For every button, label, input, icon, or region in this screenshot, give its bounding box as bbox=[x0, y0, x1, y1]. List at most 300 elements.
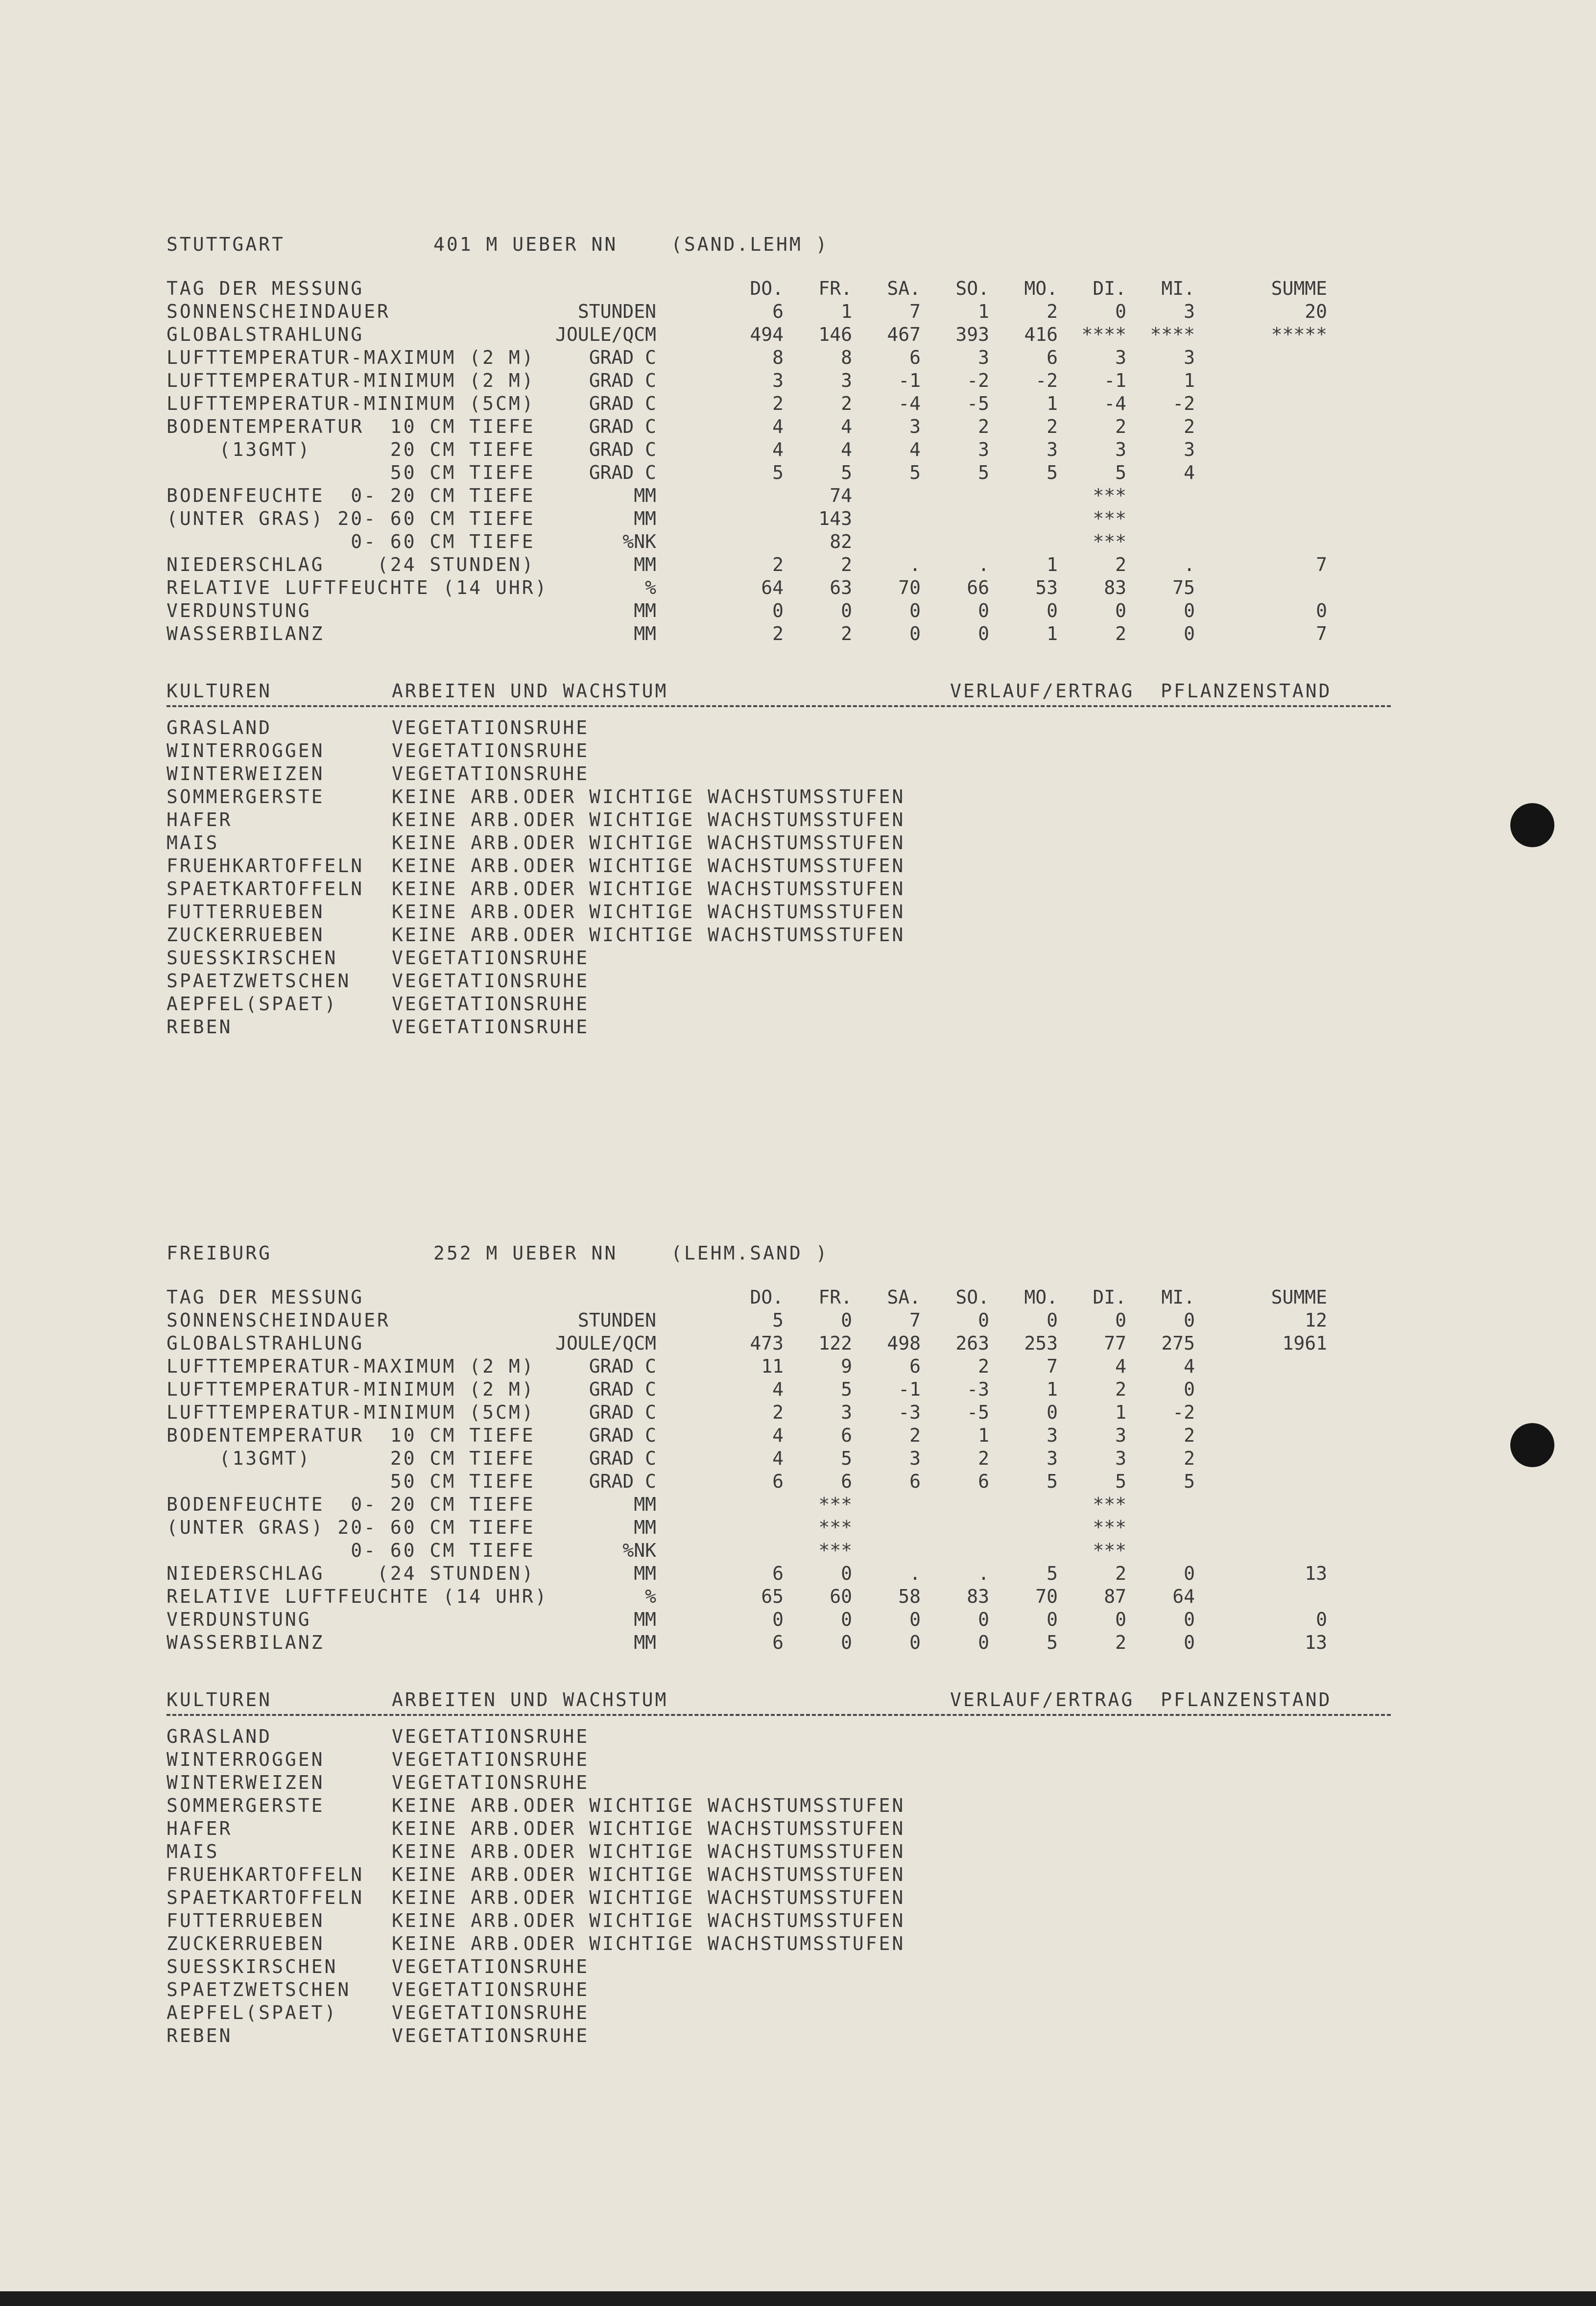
day-header: MI. bbox=[1161, 1286, 1195, 1308]
row-unit: GRAD C bbox=[589, 1471, 656, 1492]
day-header: MO. bbox=[1024, 278, 1058, 299]
measurement-day-label: TAG DER MESSUNG bbox=[167, 278, 364, 299]
table-cell: 5 bbox=[1184, 1471, 1195, 1492]
table-cell: -1 bbox=[1104, 370, 1126, 391]
table-cell: 4 bbox=[772, 1425, 784, 1446]
row-unit: GRAD C bbox=[589, 416, 656, 437]
culture-status: KEINE ARB.ODER WICHTIGE WACHSTUMSSTUFEN bbox=[392, 878, 905, 900]
culture-name: HAFER bbox=[167, 809, 233, 831]
table-cell: 2 bbox=[978, 1448, 989, 1469]
table-cell: 5 bbox=[909, 462, 921, 483]
row-unit: MM bbox=[634, 1632, 656, 1653]
row-label: 0- 60 CM TIEFE bbox=[167, 1540, 535, 1561]
table-cell: 2 bbox=[1115, 1379, 1126, 1400]
table-cell: 82 bbox=[830, 531, 852, 552]
table-cell: 0 bbox=[841, 1309, 852, 1331]
table-cell: 0 bbox=[841, 1563, 852, 1584]
table-cell: 0 bbox=[1184, 600, 1195, 621]
table-cell: -4 bbox=[1104, 393, 1126, 414]
row-label: (UNTER GRAS) 20- 60 CM TIEFE bbox=[167, 1517, 535, 1538]
day-header: DI. bbox=[1093, 1286, 1126, 1308]
table-cell: 3 bbox=[1184, 439, 1195, 460]
row-sum: 7 bbox=[1316, 554, 1327, 575]
culture-name: SPAETKARTOFFELN bbox=[167, 878, 364, 900]
table-cell: 498 bbox=[887, 1332, 921, 1354]
table-cell: 1 bbox=[1184, 370, 1195, 391]
table-cell: **** bbox=[1081, 324, 1126, 345]
day-header: DO. bbox=[750, 278, 784, 299]
table-cell: 6 bbox=[909, 1355, 921, 1377]
punch-hole-lower bbox=[1510, 1423, 1554, 1467]
table-cell: 6 bbox=[841, 1425, 852, 1446]
table-cell: 4 bbox=[772, 1448, 784, 1469]
row-sum: 7 bbox=[1316, 623, 1327, 644]
station-elevation: 401 M UEBER NN bbox=[433, 234, 618, 255]
table-cell: 60 bbox=[830, 1586, 852, 1607]
table-cell: 1 bbox=[1047, 1379, 1058, 1400]
table-cell: 275 bbox=[1161, 1332, 1195, 1354]
table-cell: 83 bbox=[967, 1586, 989, 1607]
table-cell: 0 bbox=[1184, 1563, 1195, 1584]
culture-name: WINTERROGGEN bbox=[167, 1749, 325, 1770]
table-cell: -5 bbox=[967, 1402, 989, 1423]
table-cell: 8 bbox=[772, 347, 784, 368]
table-cell: 0 bbox=[1047, 1309, 1058, 1331]
row-label: 0- 60 CM TIEFE bbox=[167, 531, 535, 552]
table-cell: -3 bbox=[967, 1379, 989, 1400]
table-cell: 6 bbox=[909, 347, 921, 368]
table-cell: 2 bbox=[1047, 301, 1058, 322]
table-cell: 2 bbox=[772, 623, 784, 644]
table-cell: *** bbox=[1093, 1494, 1126, 1515]
table-cell: 5 bbox=[1047, 1563, 1058, 1584]
table-cell: -4 bbox=[898, 393, 921, 414]
table-cell: 0 bbox=[1047, 1402, 1058, 1423]
table-cell: 3 bbox=[772, 370, 784, 391]
table-cell: 53 bbox=[1035, 577, 1058, 598]
table-cell: 6 bbox=[909, 1471, 921, 1492]
row-label: LUFTTEMPERATUR-MAXIMUM (2 M) bbox=[167, 347, 535, 368]
table-cell: 6 bbox=[978, 1471, 989, 1492]
row-unit: MM bbox=[634, 1563, 656, 1584]
row-label: RELATIVE LUFTFEUCHTE (14 UHR) bbox=[167, 1586, 548, 1607]
row-label: BODENTEMPERATUR 10 CM TIEFE bbox=[167, 416, 535, 437]
table-cell: 0 bbox=[1184, 1309, 1195, 1331]
table-cell: 75 bbox=[1172, 577, 1195, 598]
row-unit: GRAD C bbox=[589, 462, 656, 483]
sum-header: SUMME bbox=[1271, 1286, 1327, 1308]
table-cell: 6 bbox=[772, 1471, 784, 1492]
table-cell: 3 bbox=[841, 1402, 852, 1423]
table-cell: *** bbox=[1093, 1540, 1126, 1561]
row-unit: GRAD C bbox=[589, 439, 656, 460]
table-cell: 0 bbox=[1184, 623, 1195, 644]
table-cell: 0 bbox=[841, 1632, 852, 1653]
row-unit: JOULE/QCM bbox=[555, 324, 656, 345]
row-label: SONNENSCHEINDAUER bbox=[167, 301, 390, 322]
station-soil: (SAND.LEHM ) bbox=[671, 234, 829, 255]
table-cell: 4 bbox=[841, 439, 852, 460]
table-cell: 83 bbox=[1104, 577, 1126, 598]
culture-status: KEINE ARB.ODER WICHTIGE WACHSTUMSSTUFEN bbox=[392, 1910, 905, 1931]
table-cell: 2 bbox=[1184, 1425, 1195, 1446]
table-cell: 6 bbox=[841, 1471, 852, 1492]
station-soil: (LEHM.SAND ) bbox=[671, 1242, 829, 1264]
table-cell: 0 bbox=[909, 623, 921, 644]
table-cell: 467 bbox=[887, 324, 921, 345]
culture-status: KEINE ARB.ODER WICHTIGE WACHSTUMSSTUFEN bbox=[392, 832, 905, 854]
table-cell: 4 bbox=[841, 416, 852, 437]
culture-name: SUESSKIRSCHEN bbox=[167, 1956, 338, 1977]
cultures-header-kulturen: KULTUREN bbox=[167, 1689, 272, 1711]
row-sum: 13 bbox=[1305, 1632, 1327, 1653]
table-cell: **** bbox=[1150, 324, 1195, 345]
culture-name: WINTERROGGEN bbox=[167, 740, 325, 761]
table-cell: 0 bbox=[1047, 1609, 1058, 1630]
table-cell: 64 bbox=[1172, 1586, 1195, 1607]
table-cell: 0 bbox=[1184, 1379, 1195, 1400]
culture-name: SUESSKIRSCHEN bbox=[167, 947, 338, 969]
row-sum: 12 bbox=[1305, 1309, 1327, 1331]
table-cell: 473 bbox=[750, 1332, 784, 1354]
row-sum: 0 bbox=[1316, 600, 1327, 621]
table-cell: . bbox=[909, 554, 921, 575]
day-header: DI. bbox=[1093, 278, 1126, 299]
day-header: SA. bbox=[887, 1286, 921, 1308]
table-cell: *** bbox=[818, 1494, 852, 1515]
table-cell: 0 bbox=[1047, 600, 1058, 621]
row-unit: MM bbox=[634, 508, 656, 529]
punch-hole-upper bbox=[1510, 803, 1554, 847]
table-cell: 3 bbox=[909, 416, 921, 437]
culture-status: VEGETATIONSRUHE bbox=[392, 740, 590, 761]
table-cell: -2 bbox=[1172, 393, 1195, 414]
table-cell: -1 bbox=[898, 1379, 921, 1400]
culture-status: KEINE ARB.ODER WICHTIGE WACHSTUMSSTUFEN bbox=[392, 1841, 905, 1862]
table-cell: *** bbox=[1093, 508, 1126, 529]
day-header: FR. bbox=[818, 1286, 852, 1308]
culture-status: VEGETATIONSRUHE bbox=[392, 1772, 590, 1793]
day-header: DO. bbox=[750, 1286, 784, 1308]
table-cell: 5 bbox=[772, 462, 784, 483]
table-cell: 2 bbox=[978, 1355, 989, 1377]
culture-name: REBEN bbox=[167, 1016, 233, 1038]
table-cell: 0 bbox=[841, 1609, 852, 1630]
table-cell: 70 bbox=[1035, 1586, 1058, 1607]
table-cell: 2 bbox=[1184, 1448, 1195, 1469]
table-cell: 11 bbox=[761, 1355, 784, 1377]
table-cell: . bbox=[978, 1563, 989, 1584]
culture-name: ZUCKERRUEBEN bbox=[167, 924, 325, 946]
row-unit: GRAD C bbox=[589, 1402, 656, 1423]
culture-status: VEGETATIONSRUHE bbox=[392, 993, 590, 1015]
day-header: SA. bbox=[887, 278, 921, 299]
culture-name: GRASLAND bbox=[167, 1726, 272, 1747]
culture-name: SOMMERGERSTE bbox=[167, 786, 325, 808]
row-label: (13GMT) 20 CM TIEFE bbox=[167, 439, 535, 460]
culture-name: HAFER bbox=[167, 1818, 233, 1839]
row-label: VERDUNSTUNG bbox=[167, 600, 311, 621]
culture-name: WINTERWEIZEN bbox=[167, 1772, 325, 1793]
table-cell: 3 bbox=[1047, 1448, 1058, 1469]
table-cell: -1 bbox=[898, 370, 921, 391]
row-label: LUFTTEMPERATUR-MINIMUM (2 M) bbox=[167, 1379, 535, 1400]
table-cell: 2 bbox=[978, 416, 989, 437]
culture-name: REBEN bbox=[167, 2025, 233, 2046]
table-cell: 6 bbox=[772, 1632, 784, 1653]
table-cell: 64 bbox=[761, 577, 784, 598]
table-cell: 4 bbox=[909, 439, 921, 460]
table-cell: 0 bbox=[978, 600, 989, 621]
row-sum: ***** bbox=[1271, 324, 1327, 345]
table-cell: 393 bbox=[955, 324, 989, 345]
table-cell: 0 bbox=[978, 1632, 989, 1653]
culture-status: VEGETATIONSRUHE bbox=[392, 1016, 590, 1038]
table-cell: 7 bbox=[1047, 1355, 1058, 1377]
row-label: 50 CM TIEFE bbox=[167, 462, 535, 483]
culture-name: FUTTERRUEBEN bbox=[167, 1910, 325, 1931]
table-cell: 4 bbox=[772, 416, 784, 437]
culture-status: VEGETATIONSRUHE bbox=[392, 970, 590, 992]
table-cell: 0 bbox=[909, 1632, 921, 1653]
table-cell: 58 bbox=[898, 1586, 921, 1607]
table-cell: 3 bbox=[978, 439, 989, 460]
culture-status: KEINE ARB.ODER WICHTIGE WACHSTUMSSTUFEN bbox=[392, 901, 905, 923]
row-unit: GRAD C bbox=[589, 1425, 656, 1446]
culture-status: KEINE ARB.ODER WICHTIGE WACHSTUMSSTUFEN bbox=[392, 1795, 905, 1816]
culture-name: MAIS bbox=[167, 832, 219, 854]
table-cell: 0 bbox=[841, 600, 852, 621]
table-cell: 6 bbox=[772, 301, 784, 322]
culture-status: VEGETATIONSRUHE bbox=[392, 2002, 590, 2023]
table-cell: 0 bbox=[909, 600, 921, 621]
table-cell: . bbox=[909, 1563, 921, 1584]
table-cell: 143 bbox=[818, 508, 852, 529]
culture-name: GRASLAND bbox=[167, 717, 272, 738]
culture-status: VEGETATIONSRUHE bbox=[392, 1726, 590, 1747]
table-cell: 2 bbox=[1115, 416, 1126, 437]
table-cell: -2 bbox=[967, 370, 989, 391]
dashed-separator bbox=[167, 705, 1391, 707]
culture-name: SPAETZWETSCHEN bbox=[167, 1979, 351, 2000]
table-cell: 494 bbox=[750, 324, 784, 345]
row-unit: % bbox=[645, 577, 656, 598]
row-label: LUFTTEMPERATUR-MINIMUM (5CM) bbox=[167, 1402, 535, 1423]
table-cell: 3 bbox=[1115, 347, 1126, 368]
culture-status: KEINE ARB.ODER WICHTIGE WACHSTUMSSTUFEN bbox=[392, 924, 905, 946]
table-cell: 87 bbox=[1104, 1586, 1126, 1607]
table-cell: 3 bbox=[1184, 347, 1195, 368]
table-cell: 2 bbox=[1115, 623, 1126, 644]
table-cell: 4 bbox=[1115, 1355, 1126, 1377]
cultures-header-arbeiten: ARBEITEN UND WACHSTUM bbox=[392, 1689, 668, 1711]
row-label: (13GMT) 20 CM TIEFE bbox=[167, 1448, 535, 1469]
table-cell: 0 bbox=[909, 1609, 921, 1630]
table-cell: 3 bbox=[1047, 439, 1058, 460]
table-cell: 2 bbox=[1184, 416, 1195, 437]
row-unit: MM bbox=[634, 1494, 656, 1515]
table-cell: 0 bbox=[772, 600, 784, 621]
table-cell: 0 bbox=[1115, 600, 1126, 621]
table-cell: 4 bbox=[1184, 462, 1195, 483]
table-cell: 1 bbox=[1047, 554, 1058, 575]
table-cell: 6 bbox=[1047, 347, 1058, 368]
culture-status: KEINE ARB.ODER WICHTIGE WACHSTUMSSTUFEN bbox=[392, 809, 905, 831]
row-unit: GRAD C bbox=[589, 393, 656, 414]
row-sum: 1961 bbox=[1282, 1332, 1327, 1354]
row-unit: MM bbox=[634, 1517, 656, 1538]
row-label: VERDUNSTUNG bbox=[167, 1609, 311, 1630]
sum-header: SUMME bbox=[1271, 278, 1327, 299]
cultures-header-verlauf: VERLAUF/ERTRAG PFLANZENSTAND bbox=[950, 680, 1332, 702]
row-unit: MM bbox=[634, 485, 656, 506]
row-unit: %NK bbox=[622, 1540, 656, 1561]
table-cell: 0 bbox=[1115, 301, 1126, 322]
culture-status: KEINE ARB.ODER WICHTIGE WACHSTUMSSTUFEN bbox=[392, 1887, 905, 1908]
culture-status: VEGETATIONSRUHE bbox=[392, 763, 590, 785]
row-unit: MM bbox=[634, 600, 656, 621]
table-cell: . bbox=[978, 554, 989, 575]
table-cell: 0 bbox=[772, 1609, 784, 1630]
culture-status: KEINE ARB.ODER WICHTIGE WACHSTUMSSTUFEN bbox=[392, 1818, 905, 1839]
table-cell: 253 bbox=[1024, 1332, 1058, 1354]
culture-status: VEGETATIONSRUHE bbox=[392, 1979, 590, 2000]
day-header: FR. bbox=[818, 278, 852, 299]
scan-edge bbox=[0, 2291, 1596, 2306]
table-cell: -2 bbox=[1035, 370, 1058, 391]
table-cell: 2 bbox=[1115, 1632, 1126, 1653]
table-cell: 5 bbox=[841, 1379, 852, 1400]
station-elevation: 252 M UEBER NN bbox=[433, 1242, 618, 1264]
table-cell: *** bbox=[1093, 1517, 1126, 1538]
table-cell: 0 bbox=[1115, 1309, 1126, 1331]
table-cell: 63 bbox=[830, 577, 852, 598]
row-label: WASSERBILANZ bbox=[167, 1632, 325, 1653]
table-cell: 2 bbox=[1115, 554, 1126, 575]
table-cell: *** bbox=[818, 1540, 852, 1561]
row-unit: MM bbox=[634, 1609, 656, 1630]
culture-name: FRUEHKARTOFFELN bbox=[167, 855, 364, 877]
row-label: RELATIVE LUFTFEUCHTE (14 UHR) bbox=[167, 577, 548, 598]
row-unit: %NK bbox=[622, 531, 656, 552]
row-unit: GRAD C bbox=[589, 1379, 656, 1400]
row-unit: % bbox=[645, 1586, 656, 1607]
table-cell: -5 bbox=[967, 393, 989, 414]
day-header: SO. bbox=[955, 278, 989, 299]
station-name: STUTTGART bbox=[167, 234, 285, 255]
table-cell: 2 bbox=[841, 393, 852, 414]
row-label: BODENFEUCHTE 0- 20 CM TIEFE bbox=[167, 485, 535, 506]
table-cell: 5 bbox=[841, 462, 852, 483]
table-cell: 65 bbox=[761, 1586, 784, 1607]
row-sum: 20 bbox=[1305, 301, 1327, 322]
row-label: 50 CM TIEFE bbox=[167, 1471, 535, 1492]
table-cell: 1 bbox=[841, 301, 852, 322]
row-sum: 13 bbox=[1305, 1563, 1327, 1584]
day-header: MI. bbox=[1161, 278, 1195, 299]
row-unit: STUNDEN bbox=[577, 1309, 656, 1331]
table-cell: 146 bbox=[818, 324, 852, 345]
table-cell: 416 bbox=[1024, 324, 1058, 345]
cultures-header-kulturen: KULTUREN bbox=[167, 680, 272, 702]
culture-name: ZUCKERRUEBEN bbox=[167, 1933, 325, 1954]
day-header: SO. bbox=[955, 1286, 989, 1308]
culture-name: AEPFEL(SPAET) bbox=[167, 2002, 338, 2023]
table-cell: 5 bbox=[772, 1309, 784, 1331]
table-cell: 66 bbox=[967, 577, 989, 598]
table-cell: 7 bbox=[909, 1309, 921, 1331]
culture-status: VEGETATIONSRUHE bbox=[392, 717, 590, 738]
row-label: NIEDERSCHLAG (24 STUNDEN) bbox=[167, 1563, 535, 1584]
cultures-header-arbeiten: ARBEITEN UND WACHSTUM bbox=[392, 680, 668, 702]
table-cell: 74 bbox=[830, 485, 852, 506]
table-cell: 122 bbox=[818, 1332, 852, 1354]
table-cell: *** bbox=[818, 1517, 852, 1538]
table-cell: 5 bbox=[1115, 1471, 1126, 1492]
table-cell: 2 bbox=[1047, 416, 1058, 437]
table-cell: 3 bbox=[1115, 439, 1126, 460]
table-cell: 1 bbox=[1047, 393, 1058, 414]
table-cell: 4 bbox=[772, 1379, 784, 1400]
row-unit: GRAD C bbox=[589, 347, 656, 368]
table-cell: 3 bbox=[1115, 1425, 1126, 1446]
table-cell: 4 bbox=[1184, 1355, 1195, 1377]
table-cell: 2 bbox=[841, 554, 852, 575]
table-cell: 7 bbox=[909, 301, 921, 322]
dashed-separator bbox=[167, 1714, 1391, 1716]
table-cell: 1 bbox=[978, 301, 989, 322]
row-unit: STUNDEN bbox=[577, 301, 656, 322]
table-cell: 9 bbox=[841, 1355, 852, 1377]
table-cell: 2 bbox=[772, 1402, 784, 1423]
row-label: LUFTTEMPERATUR-MINIMUM (2 M) bbox=[167, 370, 535, 391]
cultures-header-verlauf: VERLAUF/ERTRAG PFLANZENSTAND bbox=[950, 1689, 1332, 1711]
table-cell: 0 bbox=[978, 1609, 989, 1630]
culture-name: SOMMERGERSTE bbox=[167, 1795, 325, 1816]
table-cell: 2 bbox=[772, 554, 784, 575]
culture-status: KEINE ARB.ODER WICHTIGE WACHSTUMSSTUFEN bbox=[392, 1933, 905, 1954]
table-cell: 0 bbox=[1115, 1609, 1126, 1630]
table-cell: 5 bbox=[841, 1448, 852, 1469]
table-cell: -3 bbox=[898, 1402, 921, 1423]
row-label: BODENTEMPERATUR 10 CM TIEFE bbox=[167, 1425, 535, 1446]
row-unit: GRAD C bbox=[589, 370, 656, 391]
table-cell: 263 bbox=[955, 1332, 989, 1354]
culture-name: WINTERWEIZEN bbox=[167, 763, 325, 785]
day-header: MO. bbox=[1024, 1286, 1058, 1308]
table-cell: 5 bbox=[1047, 1471, 1058, 1492]
culture-name: MAIS bbox=[167, 1841, 219, 1862]
table-cell: . bbox=[1184, 554, 1195, 575]
table-cell: 3 bbox=[1184, 301, 1195, 322]
row-label: SONNENSCHEINDAUER bbox=[167, 1309, 390, 1331]
culture-status: KEINE ARB.ODER WICHTIGE WACHSTUMSSTUFEN bbox=[392, 786, 905, 808]
culture-name: FRUEHKARTOFFELN bbox=[167, 1864, 364, 1885]
table-cell: 2 bbox=[909, 1425, 921, 1446]
row-label: WASSERBILANZ bbox=[167, 623, 325, 644]
culture-status: VEGETATIONSRUHE bbox=[392, 1749, 590, 1770]
culture-name: FUTTERRUEBEN bbox=[167, 901, 325, 923]
table-cell: 2 bbox=[772, 393, 784, 414]
row-label: GLOBALSTRAHLUNG bbox=[167, 1332, 364, 1354]
table-cell: 3 bbox=[1047, 1425, 1058, 1446]
table-cell: 0 bbox=[1184, 1609, 1195, 1630]
culture-name: SPAETZWETSCHEN bbox=[167, 970, 351, 992]
culture-status: VEGETATIONSRUHE bbox=[392, 947, 590, 969]
table-cell: 5 bbox=[1115, 462, 1126, 483]
row-label: BODENFEUCHTE 0- 20 CM TIEFE bbox=[167, 1494, 535, 1515]
table-cell: 4 bbox=[772, 439, 784, 460]
